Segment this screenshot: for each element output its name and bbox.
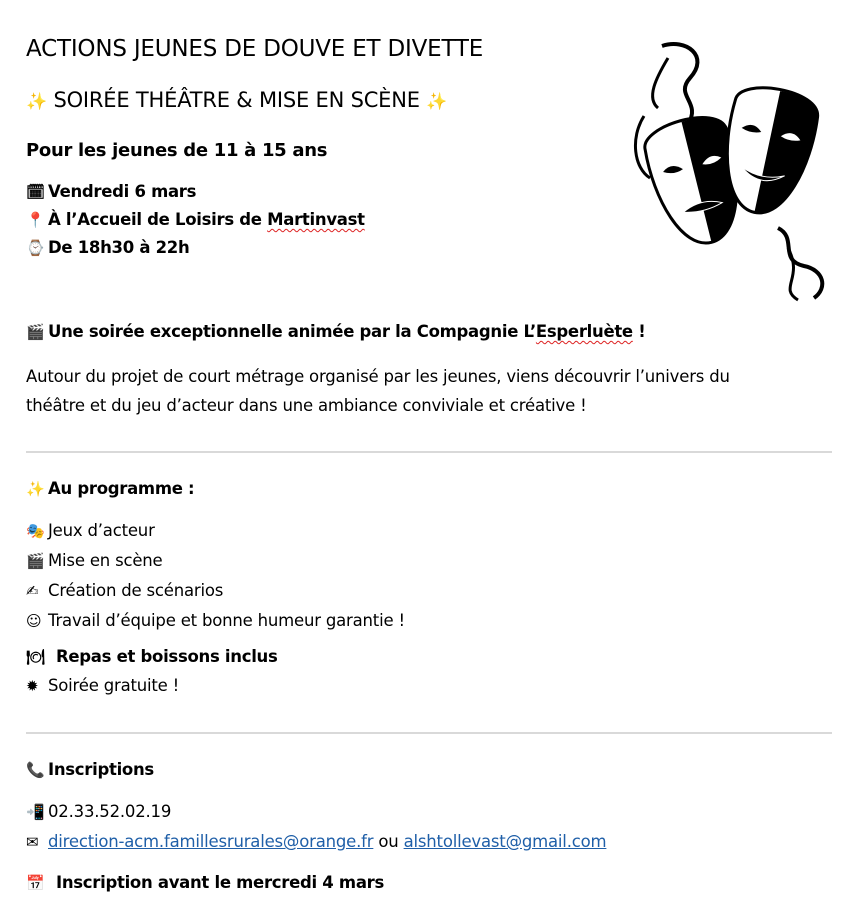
sparkle-icon: ✨	[426, 92, 448, 112]
intro-headline-text: Une soirée exceptionnelle animée par la Compagnie L’	[48, 322, 536, 341]
program-heading	[26, 479, 194, 498]
list-item-label: Création de scénarios	[48, 581, 224, 600]
deadline-text: Inscription avant le mercredi 4 mars	[56, 873, 385, 892]
theatre-masks-illustration	[628, 38, 834, 304]
event-subtitle	[26, 88, 447, 112]
sparkle-icon: ✨	[26, 92, 47, 112]
email-separator: ou	[373, 832, 404, 851]
watch-icon: ⌚	[26, 239, 45, 257]
program-heading-text: Au programme :	[48, 479, 195, 498]
list-item	[26, 546, 405, 576]
place-text: À l’Accueil de Loisirs de	[48, 210, 268, 229]
intro-headline	[26, 322, 646, 341]
list-item-label: Travail d’équipe et bonne humeur garantie !	[48, 611, 405, 630]
free-text: Soirée gratuite !	[48, 676, 180, 695]
audience-line: Pour les jeunes de 11 à 15 ans	[26, 140, 328, 161]
date-text: Vendredi 6 mars	[48, 182, 197, 201]
list-item	[26, 516, 405, 546]
writing-hand-icon: ✍	[26, 582, 39, 600]
phone-number: 02.33.52.02.19	[48, 802, 172, 821]
phone-line	[26, 797, 606, 827]
calendar-icon: 🗓	[26, 183, 45, 201]
email-link-gmail[interactable]: alshtollevast@gmail.com	[403, 832, 607, 851]
place-name: Martinvast	[267, 210, 365, 229]
mobile-phone-icon: 📲	[26, 803, 45, 821]
pin-icon: 📍	[26, 211, 45, 229]
free-line	[26, 671, 179, 701]
list-item-label: Jeux d’acteur	[48, 521, 155, 540]
meal-text: Repas et boissons inclus	[56, 647, 278, 666]
phone-icon: 📞	[26, 761, 45, 779]
masks-icon: 🎭	[26, 522, 45, 540]
list-item-label: Mise en scène	[48, 551, 163, 570]
starburst-icon: ✹	[26, 677, 39, 695]
contact-block	[26, 797, 606, 857]
email-link-orange[interactable]: direction-acm.famillesrurales@orange.fr	[48, 832, 374, 851]
event-subtitle-text: SOIRÉE THÉÂTRE & MISE EN SCÈNE	[53, 88, 420, 112]
section-divider	[26, 732, 832, 734]
sparkle-icon: ✨	[26, 480, 45, 498]
section-divider	[26, 451, 832, 453]
program-list	[26, 516, 405, 636]
registration-heading	[26, 760, 154, 779]
clapperboard-icon: 🎬	[26, 323, 45, 341]
plate-icon: 🍽	[26, 648, 45, 666]
deadline-line	[26, 873, 384, 892]
intro-paragraph-line: Autour du projet de court métrage organisé par les jeunes, viens découvrir l’univers du	[26, 367, 730, 386]
list-item	[26, 606, 405, 636]
intro-headline-end: !	[632, 322, 646, 341]
company-name: Esperluète	[535, 322, 633, 341]
envelope-icon: ✉	[26, 833, 39, 851]
page-title: ACTIONS JEUNES DE DOUVE ET DIVETTE	[26, 36, 484, 62]
meal-line	[26, 647, 278, 666]
registration-heading-text: Inscriptions	[48, 760, 154, 779]
time-text: De 18h30 à 22h	[48, 238, 190, 257]
smiley-icon: ☺	[26, 612, 42, 630]
list-item	[26, 576, 405, 606]
place-line	[26, 210, 365, 229]
calendar-icon: 📅	[26, 874, 45, 892]
intro-paragraph-line: théâtre et du jeu d’acteur dans une ambiance conviviale et créative !	[26, 396, 587, 415]
time-line	[26, 238, 189, 257]
intro-paragraph	[26, 362, 730, 420]
date-line	[26, 182, 196, 201]
email-line	[26, 827, 606, 857]
clapperboard-icon: 🎬	[26, 552, 45, 570]
